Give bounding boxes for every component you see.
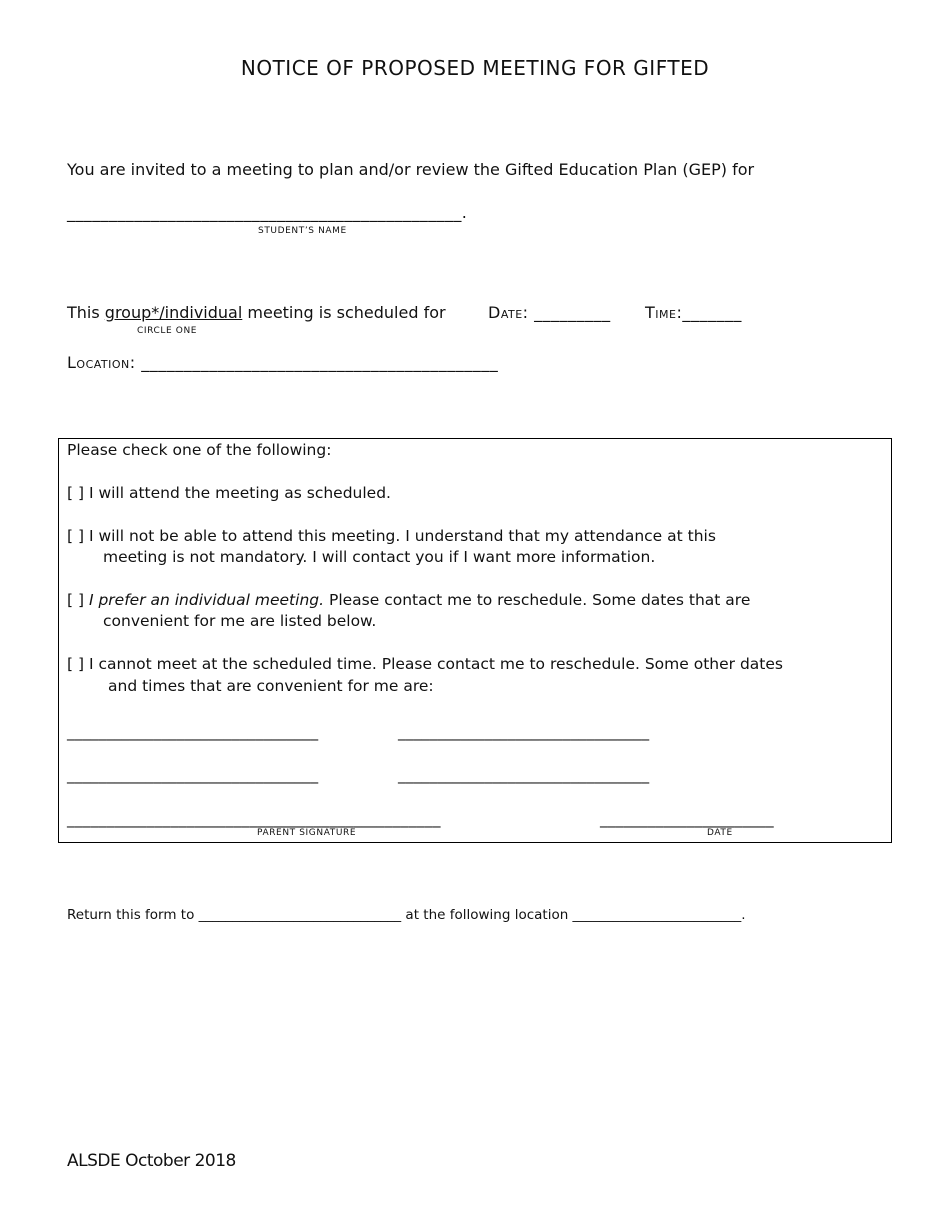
schedule-suffix: meeting is scheduled for xyxy=(242,303,446,322)
meeting-type-options[interactable]: group*/individual xyxy=(104,303,243,322)
option-individual-cont: convenient for me are listed below. xyxy=(103,612,377,630)
option-cannot-meet-cont: and times that are convenient for me are: xyxy=(108,677,434,695)
time-field[interactable]: Time:_______ xyxy=(645,303,742,322)
alt-date-field-1[interactable]: ________________________________ xyxy=(67,723,319,741)
location-field[interactable]: Location: __________________________________________ xyxy=(67,353,499,372)
option-individual-box: [ ] xyxy=(67,591,89,609)
schedule-line xyxy=(67,303,446,322)
parent-signature-field[interactable]: _______________________________________________ xyxy=(67,810,441,828)
option-individual-italic: I prefer an individual meeting. xyxy=(88,591,325,609)
parent-signature-label: PARENT SIGNATURE xyxy=(257,828,357,838)
student-name-label: STUDENT’S NAME xyxy=(258,226,347,236)
footer-text: ALSDE October 2018 xyxy=(67,1151,236,1171)
signature-date-field[interactable]: ______________________ xyxy=(600,810,774,828)
return-form-line: Return this form to ______________________________ at the following location _________________________. xyxy=(67,907,746,923)
option-individual[interactable] xyxy=(67,591,750,609)
alt-date-field-4[interactable]: ________________________________ xyxy=(398,766,650,784)
alt-date-field-3[interactable]: ________________________________ xyxy=(67,766,319,784)
option-individual-rest: Please contact me to reschedule. Some dates that are xyxy=(324,591,751,609)
schedule-prefix: This xyxy=(67,303,105,322)
checklist-heading: Please check one of the following: xyxy=(67,441,332,459)
intro-text: You are invited to a meeting to plan and/or review the Gifted Education Plan (GEP) for xyxy=(67,160,755,179)
student-name-field[interactable]: _______________________________________________. xyxy=(67,203,468,222)
option-not-attend-cont: meeting is not mandatory. I will contact you if I want more information. xyxy=(103,548,656,566)
page-title: NOTICE OF PROPOSED MEETING FOR GIFTED xyxy=(240,56,710,80)
alt-date-field-2[interactable]: ________________________________ xyxy=(398,723,650,741)
option-attend[interactable]: [ ] I will attend the meeting as scheduled. xyxy=(67,484,391,502)
option-not-attend[interactable]: [ ] I will not be able to attend this meeting. I understand that my attendance at this xyxy=(67,527,716,545)
signature-date-label: DATE xyxy=(707,828,733,838)
option-cannot-meet[interactable]: [ ] I cannot meet at the scheduled time. Please contact me to reschedule. Some other dates xyxy=(67,655,783,673)
circle-one-label: CIRCLE ONE xyxy=(137,326,198,336)
date-field[interactable]: Date: _________ xyxy=(488,303,611,322)
